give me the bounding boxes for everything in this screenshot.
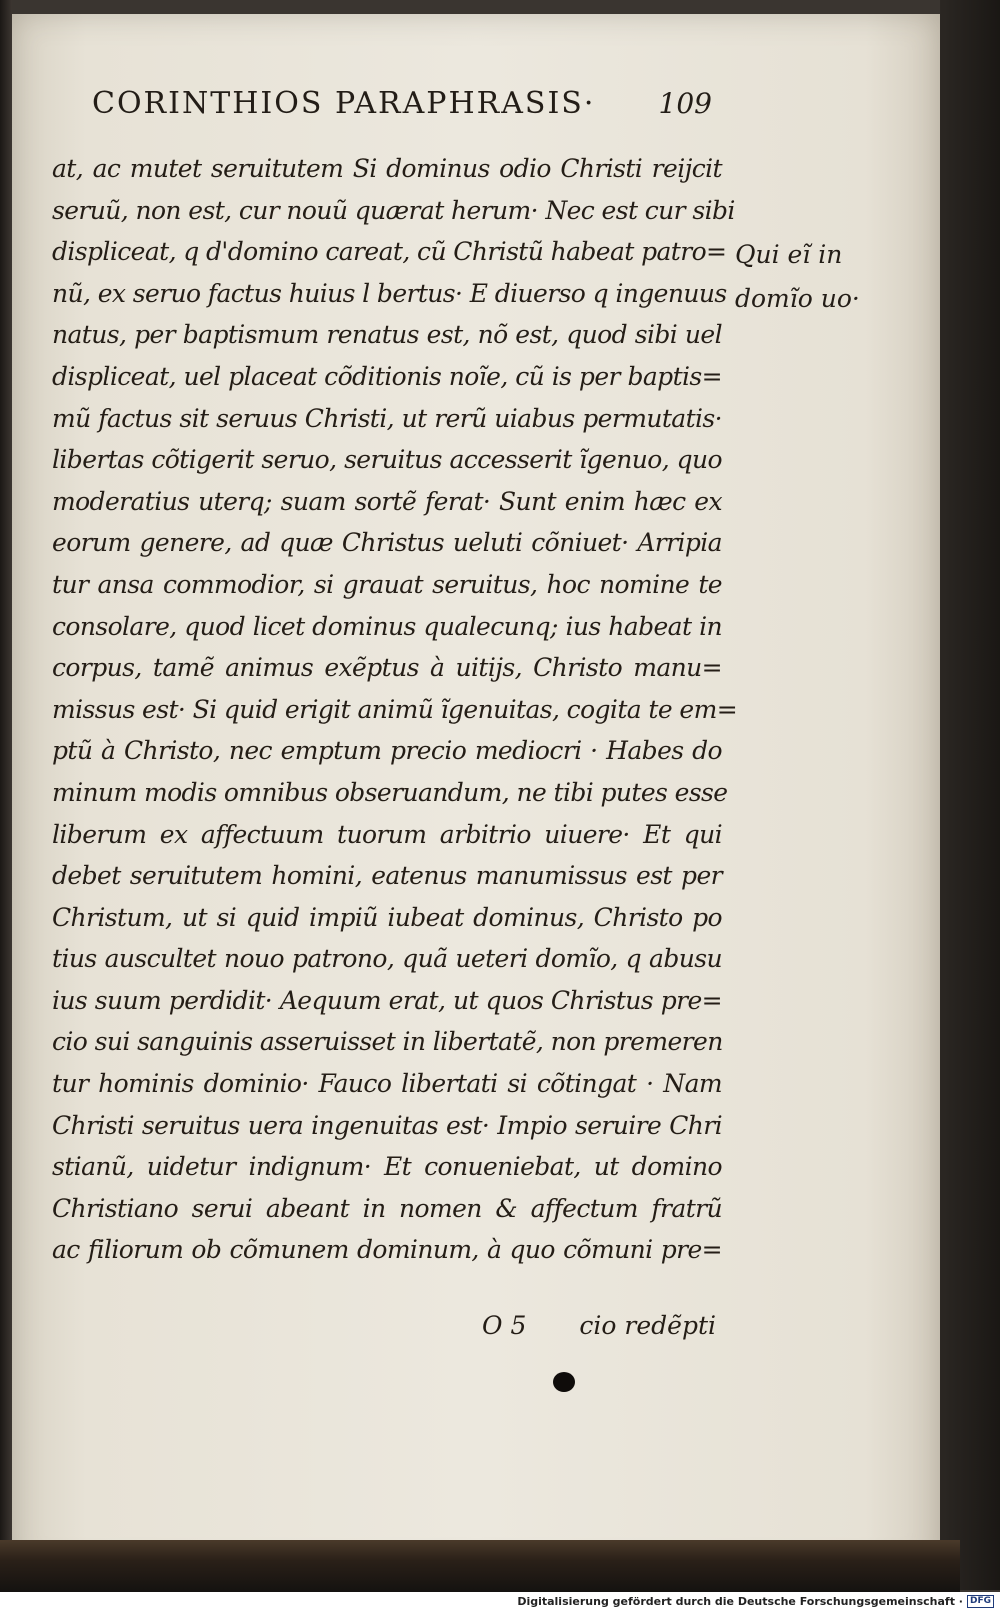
marginal-note-line: domĩo uo· xyxy=(735,284,860,313)
text-line: ac filiorum ob cõmunem dominum, à quo cõmuni pre= xyxy=(52,1235,722,1265)
text-line: Christum, ut si quid impiũ iubeat dominus, Christo po xyxy=(52,902,722,932)
text-line: libertas cõtigerit seruo, seruitus accesserit ĩgenuo, quo xyxy=(52,445,722,475)
text-line: ptũ à Christo, nec emptum precio mediocri · Habes do xyxy=(52,736,722,766)
text-line: tius auscultet nouo patrono, quã ueteri domĩo, q abusu xyxy=(52,944,722,974)
text-line: tur ansa commodior, si grauat seruitus, hoc nomine te xyxy=(52,569,722,599)
signature-mark: O 5 xyxy=(482,1311,527,1340)
text-line: mũ factus sit seruus Christi, ut rerũ uiabus permutatis· xyxy=(52,403,722,433)
text-line: consolare, quod licet dominus qualecunq; ius habeat in xyxy=(52,611,722,641)
footer-credit-bar xyxy=(0,1592,1000,1611)
text-line: Christiano serui abeant in nomen & affectum fratrũ xyxy=(52,1193,722,1223)
book-edge-right xyxy=(940,0,1000,1590)
book-edge-left xyxy=(0,0,12,1611)
text-line: natus, per baptismum renatus est, nõ est, quod sibi uel xyxy=(52,320,722,350)
text-line: liberum ex affectuum tuorum arbitrio uiuere· Et qui xyxy=(52,819,722,849)
text-line: moderatius uterq; suam sortẽ ferat· Sunt enim hæc ex xyxy=(52,486,722,516)
book-edge-bottom xyxy=(0,1540,960,1592)
text-line: displiceat, q d'domino careat, cũ Christũ habeat patro= xyxy=(52,237,727,267)
text-line: cio sui sanguinis asseruisset in libertatẽ, non premeren xyxy=(52,1027,723,1057)
text-line: at, ac mutet seruitutem Si dominus odio Christi reijcit xyxy=(52,154,722,183)
running-head: CORINTHIOS PARAPHRASIS· xyxy=(92,86,596,121)
page-number: 109 xyxy=(658,87,712,120)
body-text xyxy=(52,148,738,1271)
text-line: ius suum perdidit· Aequum erat, ut quos Christus pre= xyxy=(52,985,722,1015)
ink-blot xyxy=(553,1372,575,1392)
catchword: cio redẽpti xyxy=(579,1311,716,1340)
text-line: eorum genere, ad quæ Christus ueluti cõniuet· Arripia xyxy=(52,528,722,558)
page-header xyxy=(92,86,712,121)
text-line: nũ, ex seruo factus huius l bertus· E diuerso q ingenuus xyxy=(52,278,727,308)
footer-credit: Digitalisierung gefördert durch die Deutsche Forschungsgemeinschaft · xyxy=(517,1595,963,1608)
marginal-note xyxy=(735,233,875,321)
text-line: missus est· Si quid erigit animũ ĩgenuitas, cogita te em= xyxy=(52,694,738,724)
catchword-row xyxy=(52,1311,722,1351)
text-line: stianũ, uidetur indignum· Et conueniebat, ut domino xyxy=(52,1152,722,1182)
dfg-logo: DFG xyxy=(967,1595,994,1608)
text-line: seruũ, non est, cur nouũ quærat herum· Nec est cur sibi xyxy=(52,195,735,225)
text-line: Christi seruitus uera ingenuitas est· Impio seruire Chri xyxy=(52,1110,722,1140)
text-line: tur hominis dominio· Fauco libertati si cõtingat · Nam xyxy=(52,1069,722,1099)
text-line: corpus, tamẽ animus exẽptus à uitijs, Christo manu= xyxy=(52,653,722,683)
marginal-note-line: Qui eĩ in xyxy=(735,240,843,269)
text-line: debet seruitutem homini, eatenus manumissus est per xyxy=(52,861,722,891)
text-line: minum modis omnibus obseruandum, ne tibi putes esse xyxy=(52,777,728,807)
text-line: displiceat, uel placeat cõditionis noĩe, cũ is per baptis= xyxy=(52,361,722,391)
